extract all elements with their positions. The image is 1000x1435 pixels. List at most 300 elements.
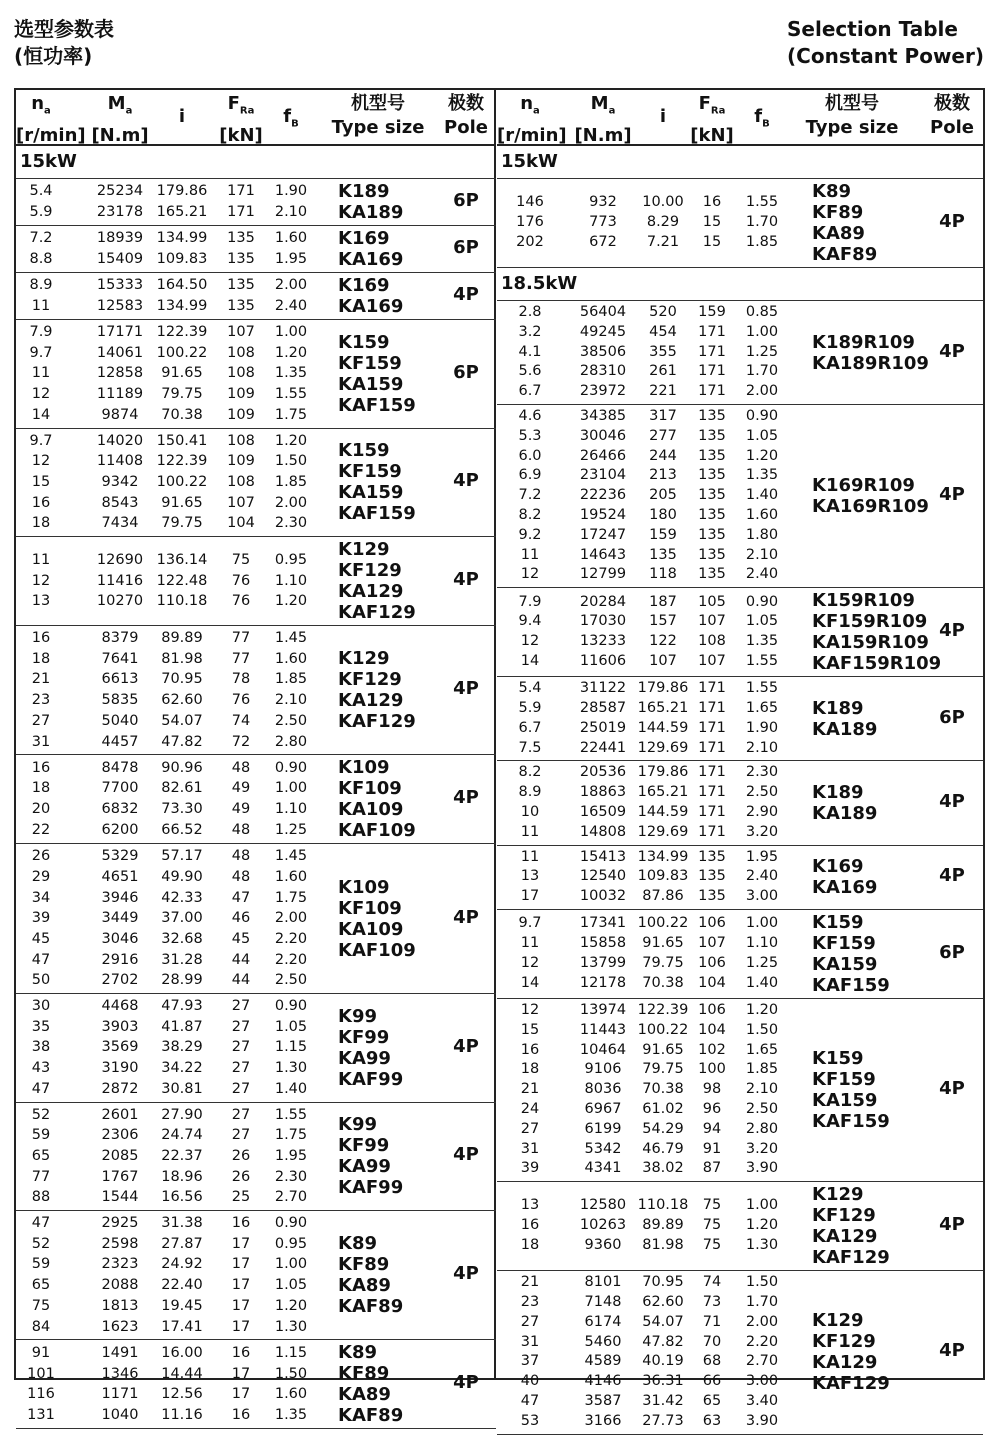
type-size-label: KF159 (338, 352, 402, 374)
pole-value: 6P (939, 706, 965, 728)
i-cell: 179.86 (637, 764, 689, 781)
type-size-label: KF89 (338, 1254, 390, 1276)
ma-cell: 7148 (584, 1293, 622, 1310)
type-size-label: K129 (812, 1310, 864, 1332)
i-cell: 47.82 (161, 733, 203, 750)
na-cell: 5.4 (518, 680, 542, 697)
na-cell: 21 (520, 1274, 540, 1291)
header-type: 机型号 Type size (331, 93, 425, 138)
section-title: 18.5kW (497, 268, 983, 301)
fb-cell: 1.20 (274, 344, 308, 361)
table-row (16, 1146, 496, 1167)
fra-cell: 109 (227, 453, 255, 470)
na-cell: 12 (520, 566, 540, 583)
spec-group (497, 588, 983, 677)
type-size-label: KAF159 (812, 1111, 890, 1133)
i-cell: 46.79 (642, 1140, 684, 1157)
table-row (16, 846, 496, 867)
i-cell: 213 (649, 467, 677, 484)
table-row (16, 1125, 496, 1146)
fra-cell: 98 (702, 1081, 722, 1098)
fra-cell: 171 (698, 719, 726, 736)
table-row (16, 472, 496, 493)
spec-group (497, 405, 983, 588)
type-size-label: K189 (812, 697, 864, 719)
ma-cell: 1040 (101, 1406, 139, 1423)
fra-cell: 107 (698, 652, 726, 669)
fb-cell: 1.75 (274, 1127, 308, 1144)
fb-cell: 0.95 (274, 551, 308, 568)
fra-cell: 76 (231, 593, 251, 610)
spec-group (16, 994, 496, 1103)
i-cell: 42.33 (161, 889, 203, 906)
fra-cell: 17 (231, 1297, 251, 1314)
type-size-label: KA169 (812, 877, 878, 899)
type-size-label: K99 (338, 1114, 377, 1136)
i-cell: 73.30 (161, 801, 203, 818)
ma-cell: 5342 (584, 1140, 622, 1157)
table-row (16, 1234, 496, 1255)
spec-group (16, 226, 496, 273)
fb-cell: 1.75 (274, 406, 308, 423)
i-cell: 57.17 (161, 848, 203, 865)
na-cell: 7.9 (518, 593, 542, 610)
type-size-label: KA169 (338, 296, 404, 317)
fb-cell: 1.00 (274, 1256, 308, 1273)
type-size-label: KF109 (338, 897, 402, 919)
na-cell: 34 (31, 889, 51, 906)
ma-cell: 22236 (579, 487, 627, 504)
header-fb: $f_B$ (283, 106, 299, 130)
table-row (16, 1079, 496, 1100)
table-row (497, 1140, 983, 1160)
ma-cell: 10464 (579, 1041, 627, 1058)
section-title: 15kW (497, 146, 983, 179)
na-cell: 176 (516, 214, 544, 231)
table-row (16, 228, 496, 249)
fb-cell: 1.05 (745, 613, 779, 630)
fra-cell: 16 (702, 194, 722, 211)
title-cn-line1: 选型参数表 (14, 17, 114, 41)
na-cell: 13 (520, 1197, 540, 1214)
i-cell: 134.99 (156, 230, 208, 247)
fra-cell: 108 (227, 473, 255, 490)
i-cell: 12.56 (161, 1386, 203, 1403)
i-cell: 122.48 (156, 572, 208, 589)
title-cn-line2: (恒功率) (14, 44, 93, 68)
i-cell: 30.81 (161, 1080, 203, 1097)
na-cell: 14 (31, 406, 51, 423)
table-row (16, 1343, 496, 1364)
type-size (338, 332, 416, 416)
fb-cell: 1.10 (745, 935, 779, 952)
i-cell: 87.86 (642, 888, 684, 905)
na-cell: 39 (520, 1160, 540, 1177)
ma-cell: 11606 (579, 652, 627, 669)
table-row (497, 719, 983, 739)
table-row (497, 867, 983, 887)
fb-cell: 2.10 (745, 546, 779, 563)
pole-value: 4P (939, 484, 965, 506)
type-size (338, 757, 416, 841)
i-cell: 107 (649, 652, 677, 669)
fb-cell: 1.40 (745, 974, 779, 991)
na-cell: 6.0 (518, 447, 542, 464)
spec-group (16, 1211, 496, 1340)
fb-cell: 2.10 (745, 739, 779, 756)
i-cell: 10.00 (642, 194, 684, 211)
fb-cell: 2.20 (745, 1333, 779, 1350)
type-size-label: KA189 (338, 202, 404, 223)
ma-cell: 7700 (101, 780, 139, 797)
i-cell: 100.22 (156, 344, 208, 361)
na-cell: 84 (31, 1318, 51, 1335)
na-cell: 11 (520, 823, 540, 840)
na-cell: 52 (31, 1235, 51, 1252)
table-row (16, 690, 496, 711)
fra-cell: 135 (698, 487, 726, 504)
i-cell: 180 (649, 507, 677, 523)
na-cell: 18 (31, 515, 51, 532)
type-size-label: KF159R109 (812, 611, 928, 633)
ma-cell: 10263 (579, 1217, 627, 1234)
type-size-label: KAF159 (338, 394, 416, 416)
ma-cell: 10270 (96, 593, 144, 610)
table-row (16, 950, 496, 971)
type-size-label: KF109 (338, 778, 402, 800)
spec-group (497, 301, 983, 405)
na-cell: 13 (31, 593, 51, 610)
fra-cell: 27 (231, 1039, 251, 1056)
type-size-label: KAF109 (338, 939, 416, 961)
fb-cell: 2.20 (274, 930, 308, 947)
type-size-label: KAF99 (338, 1068, 404, 1090)
table-row (16, 1275, 496, 1296)
na-cell: 9.2 (518, 526, 542, 543)
table-row (16, 384, 496, 405)
type-size-label: KA129 (812, 1352, 878, 1374)
na-cell: 12 (31, 453, 51, 470)
type-size (338, 1233, 403, 1317)
i-cell: 81.98 (642, 1237, 684, 1254)
na-cell: 40 (520, 1373, 540, 1390)
pole-value: 4P (453, 470, 479, 492)
na-cell: 18 (31, 650, 51, 667)
table-row (497, 848, 983, 868)
header-i: i (659, 106, 667, 127)
type-size-label: KA159 (338, 482, 404, 504)
ma-cell: 19524 (579, 507, 627, 523)
fb-cell: 1.35 (274, 365, 308, 382)
fra-cell: 17 (231, 1318, 251, 1335)
fra-cell: 48 (231, 868, 251, 885)
na-cell: 11 (520, 935, 540, 952)
fb-cell: 1.35 (274, 1406, 308, 1423)
type-size-label: KAF99 (338, 1177, 404, 1199)
table-row (16, 820, 496, 841)
i-cell: 129.69 (637, 823, 689, 840)
fra-cell: 75 (702, 1217, 722, 1234)
fra-cell: 135 (698, 408, 726, 424)
fb-cell: 2.70 (745, 1353, 779, 1370)
i-cell: 49.90 (161, 868, 203, 885)
i-cell: 79.75 (161, 515, 203, 532)
type-size-label: K129 (338, 648, 390, 670)
table-row (497, 974, 983, 994)
fb-cell: 1.70 (745, 214, 779, 231)
ma-cell: 6613 (101, 671, 139, 688)
ma-cell: 4468 (101, 998, 139, 1015)
i-cell: 34.22 (161, 1060, 203, 1077)
ma-cell: 2085 (101, 1147, 139, 1164)
i-cell: 109.83 (156, 251, 208, 267)
fra-cell: 49 (231, 801, 251, 818)
na-cell: 15 (31, 473, 51, 490)
na-cell: 12 (520, 954, 540, 971)
na-cell: 16 (31, 494, 51, 511)
fb-cell: 1.70 (745, 1293, 779, 1310)
fra-cell: 171 (227, 183, 255, 200)
fb-cell: 0.95 (274, 1235, 308, 1252)
i-cell: 31.28 (161, 951, 203, 968)
na-cell: 202 (516, 233, 544, 250)
na-cell: 59 (31, 1127, 51, 1144)
fra-cell: 106 (698, 915, 726, 932)
type-size-label: K189R109 (812, 331, 915, 353)
spec-group (16, 1340, 496, 1429)
title-cn (14, 16, 114, 70)
fb-cell: 1.55 (274, 1106, 308, 1123)
i-cell: 100.22 (637, 1021, 689, 1038)
na-cell: 3.2 (518, 323, 542, 340)
type-size-label: KA99 (338, 1156, 391, 1178)
na-cell: 5.4 (29, 183, 53, 200)
fb-cell: 1.30 (745, 1237, 779, 1254)
table-row (16, 908, 496, 929)
table-header (16, 90, 496, 146)
fb-cell: 1.55 (745, 680, 779, 697)
fb-cell: 1.60 (274, 650, 308, 667)
i-cell: 261 (649, 363, 677, 380)
fb-cell: 1.80 (745, 526, 779, 543)
fb-cell: 2.10 (274, 204, 308, 220)
ma-cell: 1171 (101, 1386, 139, 1403)
na-cell: 9.4 (518, 613, 542, 630)
type-size-label: KF99 (338, 1135, 390, 1157)
type-size-label: K189 (812, 781, 864, 803)
fb-cell: 1.45 (274, 630, 308, 646)
fra-cell: 15 (702, 214, 722, 231)
table-row (16, 669, 496, 690)
fra-cell: 135 (698, 447, 726, 464)
ma-cell: 12540 (579, 868, 627, 885)
i-cell: 157 (649, 613, 677, 630)
type-size-label: KAF129 (338, 711, 416, 733)
ma-cell: 3946 (101, 889, 139, 906)
ma-cell: 3046 (101, 930, 139, 947)
na-cell: 31 (31, 733, 51, 750)
fb-cell: 1.25 (745, 954, 779, 971)
table-row (16, 970, 496, 991)
table-row (497, 1041, 983, 1061)
title-en-line1: Selection Table (787, 17, 958, 41)
fb-cell: 1.20 (745, 447, 779, 464)
na-cell: 8.9 (29, 277, 53, 294)
table-row (497, 427, 983, 447)
type-size-label: KF159 (338, 461, 402, 483)
fra-cell: 17 (231, 1256, 251, 1273)
pole-value: 6P (453, 190, 479, 211)
i-cell: 24.92 (161, 1256, 203, 1273)
type-size-label: KA169R109 (812, 496, 929, 518)
i-cell: 8.29 (646, 214, 680, 231)
fb-cell: 1.00 (745, 915, 779, 932)
ma-cell: 26466 (579, 447, 627, 464)
type-size-label: K159 (338, 331, 390, 353)
table-row (16, 1364, 496, 1385)
ma-cell: 5835 (101, 692, 139, 709)
fra-cell: 109 (227, 406, 255, 423)
na-cell: 21 (520, 1081, 540, 1098)
table-row (16, 275, 496, 296)
header-i: i (178, 106, 186, 127)
ma-cell: 8543 (101, 494, 139, 511)
table-row (497, 1001, 983, 1021)
i-cell: 70.38 (642, 1081, 684, 1098)
spec-group (497, 761, 983, 845)
ma-cell: 28587 (579, 699, 627, 716)
header-fra: $F_{Ra}$ [kN] (219, 93, 263, 146)
type-size-label: KAF109 (338, 820, 416, 842)
ma-cell: 15409 (96, 251, 144, 267)
ma-cell: 23972 (579, 383, 627, 400)
i-cell: 134.99 (156, 298, 208, 314)
table-row (16, 451, 496, 472)
table-row (497, 1273, 983, 1293)
table-row (16, 1037, 496, 1058)
fra-cell: 135 (698, 526, 726, 543)
table-row (16, 1384, 496, 1405)
ma-cell: 1491 (101, 1344, 139, 1361)
fb-cell: 1.20 (274, 432, 308, 449)
ma-cell: 25234 (96, 183, 144, 200)
fra-cell: 135 (227, 251, 255, 267)
table-row (497, 699, 983, 719)
na-cell: 7.2 (518, 487, 542, 504)
pole-value: 6P (453, 361, 479, 383)
ma-cell: 12858 (96, 365, 144, 382)
fb-cell: 1.75 (274, 889, 308, 906)
spec-group (16, 626, 496, 755)
fra-cell: 135 (227, 298, 255, 314)
fra-cell: 17 (231, 1277, 251, 1294)
i-cell: 27.87 (161, 1235, 203, 1252)
table-row (497, 934, 983, 954)
ma-cell: 20536 (579, 764, 627, 781)
fra-cell: 75 (702, 1237, 722, 1254)
ma-cell: 12799 (579, 566, 627, 583)
na-cell: 20 (31, 801, 51, 818)
fb-cell: 1.85 (274, 473, 308, 490)
table-row (16, 649, 496, 670)
table-row (16, 181, 496, 202)
fb-cell: 0.90 (274, 759, 308, 776)
type-size-label: K169 (338, 275, 390, 296)
fra-cell: 78 (231, 671, 251, 688)
i-cell: 7.21 (646, 233, 680, 250)
type-size (338, 1342, 403, 1426)
fb-cell: 1.50 (274, 453, 308, 470)
ma-cell: 8478 (101, 759, 139, 776)
header-fb: $f_B$ (754, 106, 770, 130)
ma-cell: 2323 (101, 1256, 139, 1273)
fb-cell: 1.20 (274, 593, 308, 610)
table-row (497, 1352, 983, 1372)
na-cell: 7.9 (29, 324, 53, 340)
fra-cell: 26 (231, 1147, 251, 1164)
ma-cell: 14808 (579, 823, 627, 840)
pole-value: 4P (939, 620, 965, 642)
table-row (16, 322, 496, 343)
fra-cell: 135 (698, 427, 726, 444)
i-cell: 70.95 (161, 671, 203, 688)
na-cell: 24 (520, 1100, 540, 1117)
type-size-label: KAF159 (812, 974, 890, 996)
ma-cell: 11443 (579, 1021, 627, 1038)
type-size-label: KF89 (338, 1363, 390, 1385)
i-cell: 31.38 (161, 1215, 203, 1232)
ma-cell: 18863 (579, 784, 627, 801)
type-size (338, 181, 403, 223)
type-size-label: K169 (338, 228, 390, 249)
pole-value: 6P (453, 237, 479, 258)
fb-cell: 2.00 (274, 910, 308, 927)
type-size-label: KA89 (338, 1275, 391, 1297)
fb-cell: 1.30 (274, 1318, 308, 1335)
ma-cell: 13974 (579, 1001, 627, 1018)
fb-cell: 1.95 (274, 1147, 308, 1164)
table-row (16, 550, 496, 571)
type-size-label: KF159 (812, 1069, 876, 1091)
pole-value: 4P (453, 1263, 479, 1285)
title-en (787, 16, 984, 70)
na-cell: 16 (31, 759, 51, 776)
type-size-label: KF159 (812, 932, 876, 954)
type-size (812, 856, 877, 898)
spec-group (497, 999, 983, 1182)
i-cell: 54.29 (642, 1120, 684, 1137)
fra-cell: 45 (231, 930, 251, 947)
fb-cell: 1.55 (745, 652, 779, 669)
fra-cell: 47 (231, 889, 251, 906)
type-size-label: KA109 (338, 799, 404, 821)
fb-cell: 1.50 (745, 1274, 779, 1291)
fra-cell: 171 (698, 383, 726, 400)
fb-cell: 1.60 (274, 1386, 308, 1403)
type-size (812, 912, 890, 996)
table-row (16, 867, 496, 888)
na-cell: 11 (31, 365, 51, 382)
fra-cell: 171 (698, 699, 726, 716)
ma-cell: 1767 (101, 1168, 139, 1185)
fra-cell: 17 (231, 1386, 251, 1403)
i-cell: 70.95 (642, 1274, 684, 1291)
fb-cell: 1.95 (745, 848, 779, 865)
ma-cell: 2872 (101, 1080, 139, 1097)
fb-cell: 1.60 (274, 868, 308, 885)
fra-cell: 135 (698, 868, 726, 885)
i-cell: 122.39 (156, 324, 208, 340)
